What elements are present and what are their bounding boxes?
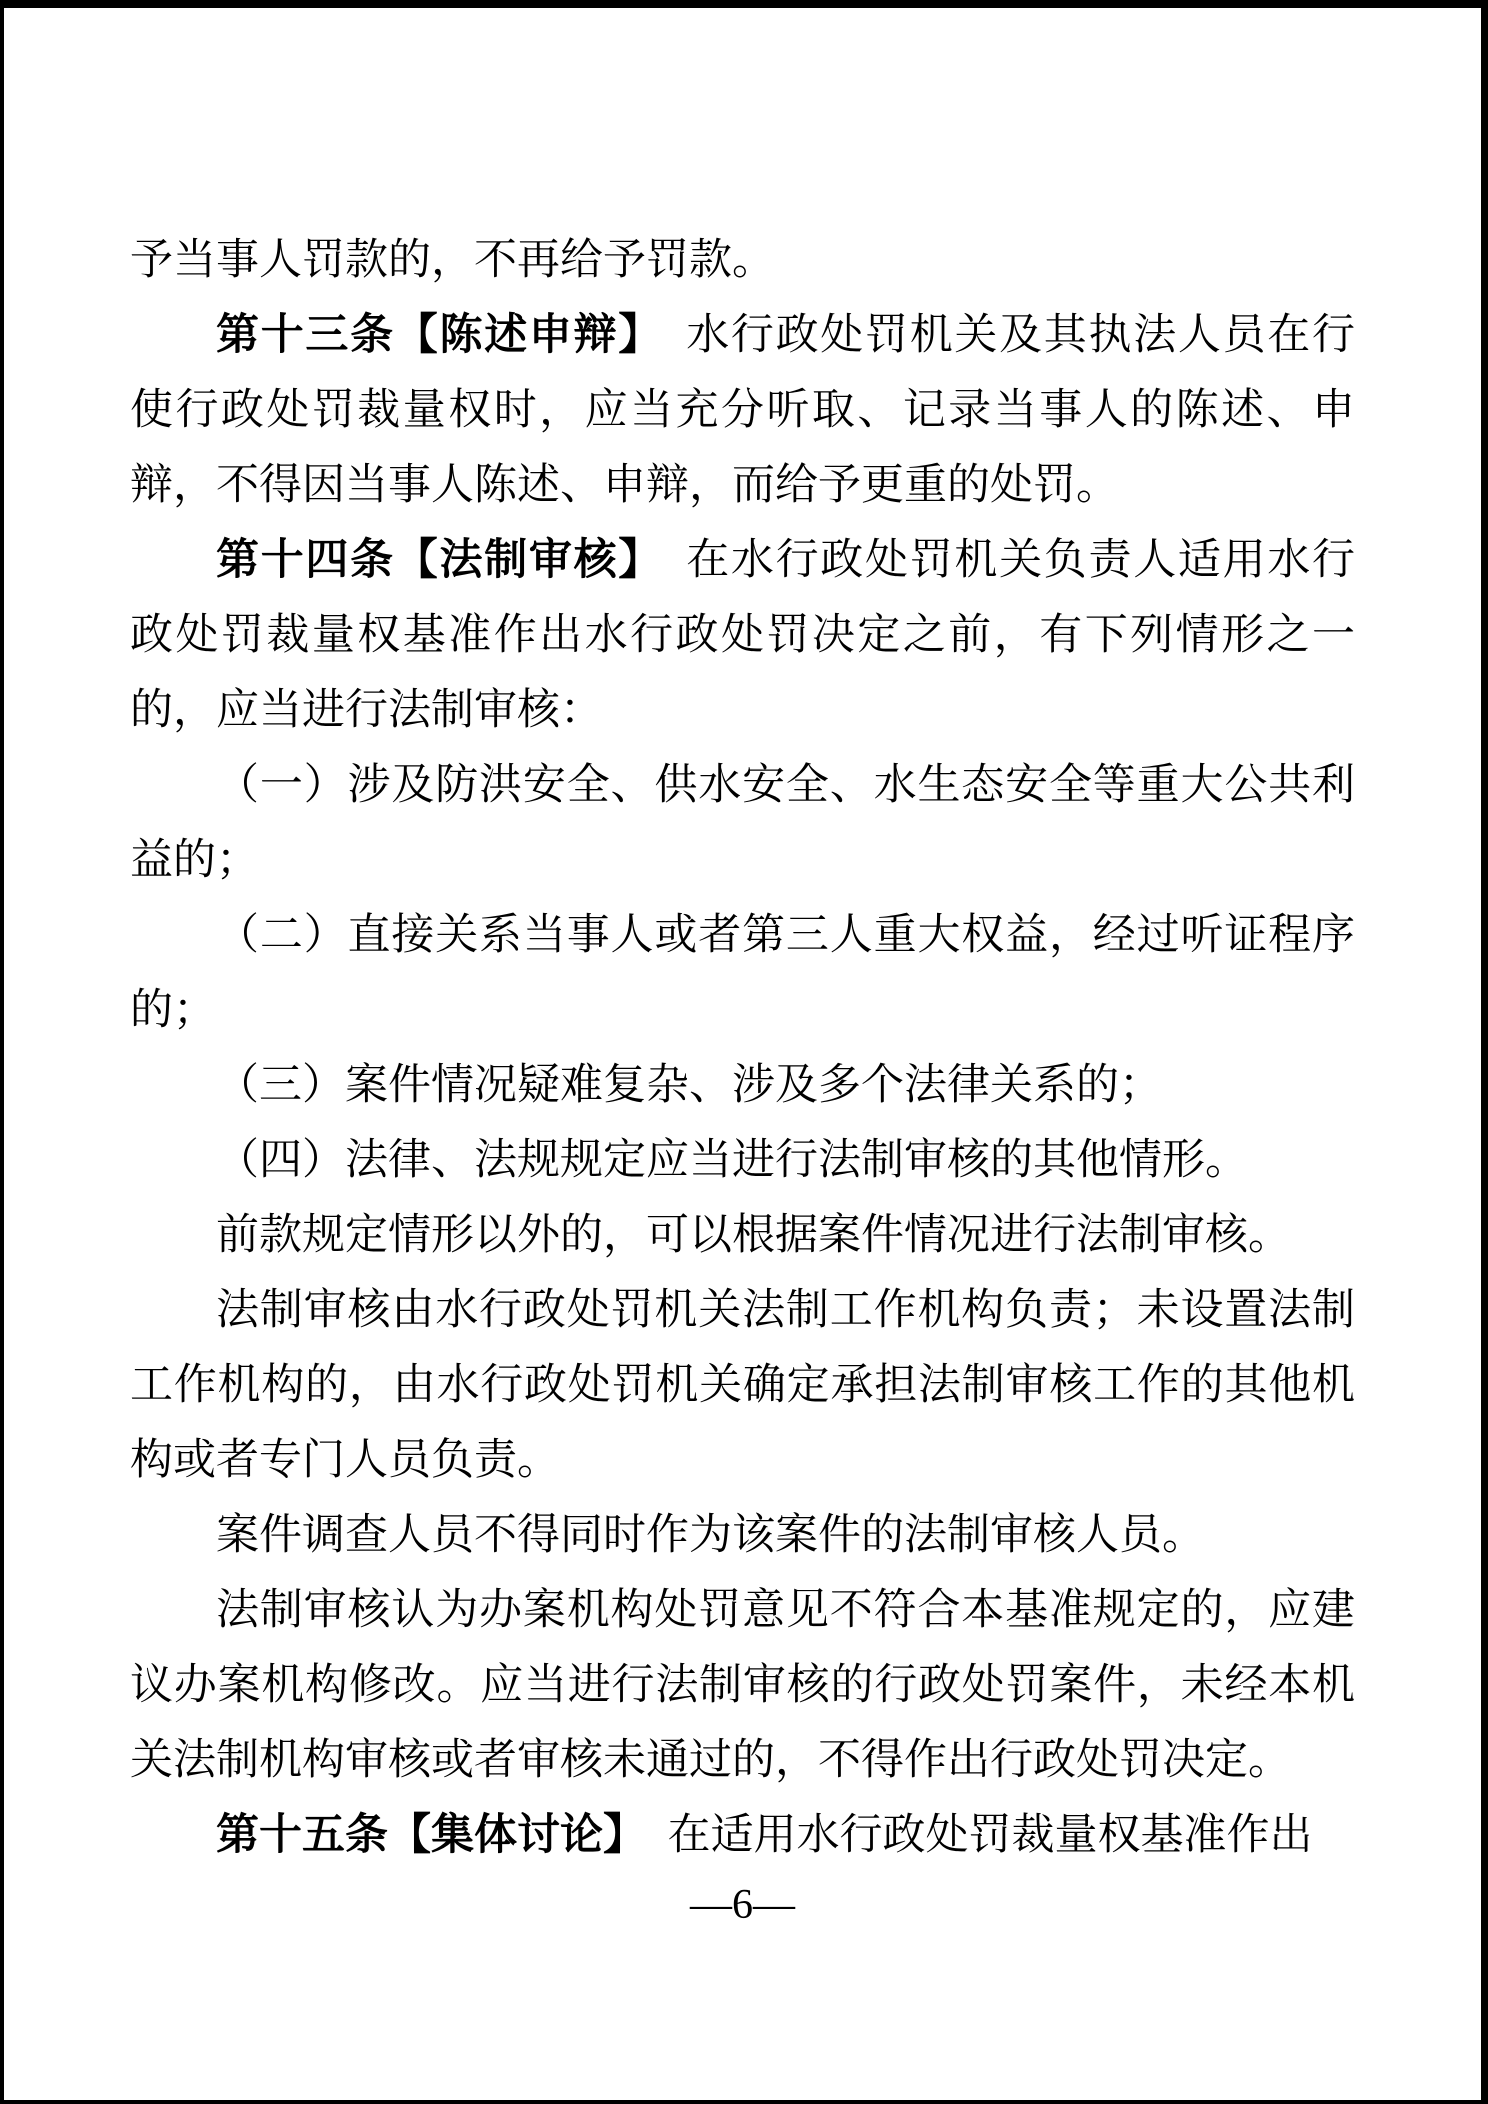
article-14-heading: 第十四条【法制审核】	[216, 536, 642, 584]
article-13-heading: 第十三条【陈述申辩】	[216, 311, 642, 359]
paragraph-article-15	[130, 1798, 1355, 1873]
paragraph-investigator-rule	[130, 1498, 1355, 1573]
paragraph-text: 水行政处罚机关及其执法人员在行使行政处罚裁量权时，应当充分听取、记录当事人的陈述、申辩，不得因当事人陈述、申辩，而给予更重的处罚。	[130, 312, 1355, 509]
paragraph-supplementary	[130, 1198, 1355, 1273]
paragraph-text: （一）涉及防洪安全、供水安全、水生态安全等重大公共利益的；	[130, 762, 1355, 884]
paragraph-item-4	[130, 1123, 1355, 1198]
paragraph-text: 法制审核认为办案机构处罚意见不符合本基准规定的，应建议办案机构修改。应当进行法制审核的行政处罚案件，未经本机关法制机构审核或者审核未通过的，不得作出行政处罚决定。	[130, 1587, 1355, 1784]
paragraph-text: 案件调查人员不得同时作为该案件的法制审核人员。	[216, 1512, 1205, 1559]
page-number: —6—	[690, 1882, 795, 1928]
paragraph-text: 在适用水行政处罚裁量权基准作出	[624, 1812, 1313, 1859]
paragraph-text: 法制审核由水行政处罚机关法制工作机构负责；未设置法制工作机构的，由水行政处罚机关确定承担法制审核工作的其他机构或者专门人员负责。	[130, 1287, 1355, 1484]
paragraph-item-3	[130, 1048, 1355, 1123]
paragraph-text: （二）直接关系当事人或者第三人重大权益，经过听证程序的；	[130, 912, 1355, 1034]
document-text-block	[130, 223, 1355, 1873]
paragraph-article-13	[130, 298, 1355, 523]
paragraph-text: （三）案件情况疑难复杂、涉及多个法律关系的；	[216, 1062, 1162, 1109]
paragraph-review-body	[130, 1273, 1355, 1498]
article-15-heading: 第十五条【集体讨论】	[216, 1811, 625, 1859]
paragraph-review-opinion	[130, 1573, 1355, 1798]
paragraph-continuation	[130, 223, 1355, 298]
paragraph-item-1	[130, 748, 1355, 898]
paragraph-item-2	[130, 898, 1355, 1048]
paragraph-text: （四）法律、法规规定应当进行法制审核的其他情形。	[216, 1137, 1248, 1184]
paragraph-text: 前款规定情形以外的，可以根据案件情况进行法制审核。	[216, 1212, 1291, 1259]
paragraph-text: 在水行政处罚机关负责人适用水行政处罚裁量权基准作出水行政处罚决定之前，有下列情形之一的，应当进行法制审核：	[130, 537, 1355, 734]
paragraph-text: 予当事人罚款的，不再给予罚款。	[130, 237, 775, 284]
paragraph-article-14	[130, 523, 1355, 748]
